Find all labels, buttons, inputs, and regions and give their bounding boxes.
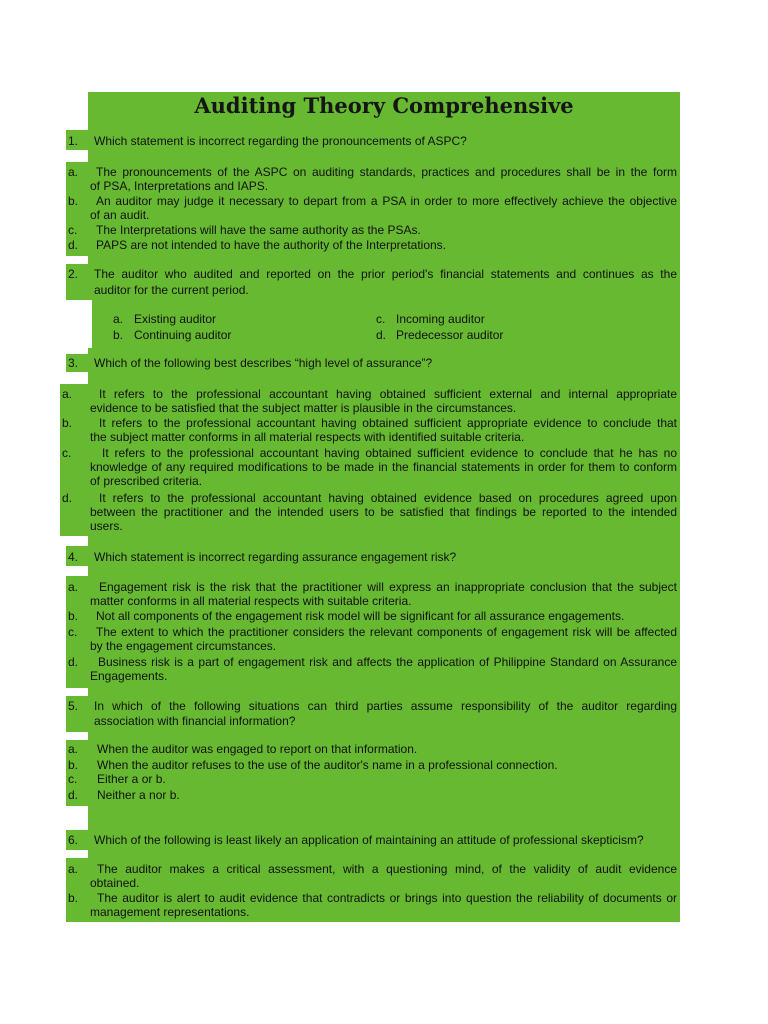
choice-text: between the practitioner and the intended users to be satisfied that findings be reported to the intended <box>90 505 677 519</box>
choice-text: It refers to the professional accountant having obtained sufficient appropriate evidence to conclude that <box>99 416 677 430</box>
choice-letter: b. <box>68 891 79 905</box>
choice-text: Engagements. <box>90 669 168 683</box>
highlight-q5-gap2 <box>88 732 680 740</box>
choice-text: Predecessor auditor <box>396 328 504 342</box>
highlight-q1-gap2 <box>88 256 680 264</box>
highlight-q4-gap2 <box>88 566 680 576</box>
question-number: 3. <box>68 356 79 370</box>
choice-text: Neither a nor b. <box>97 788 180 802</box>
choice-text: Incoming auditor <box>396 312 485 326</box>
choice-text: The Interpretations will have the same authority as the PSAs. <box>96 223 421 237</box>
choice-letter: a. <box>68 862 79 876</box>
choice-text: the subject matter conforms in all material respects with identified suitable criteria. <box>90 430 525 444</box>
question-number: 6. <box>68 833 79 847</box>
choice-text: by the engagement circumstances. <box>90 639 277 653</box>
choice-letter: a. <box>68 580 79 594</box>
question-text: The auditor who audited and reported on the prior period's financial statements and continues as the <box>94 267 677 281</box>
choice-text: When the auditor was engaged to report on that information. <box>97 742 418 756</box>
question-text: auditor for the current period. <box>94 283 249 297</box>
choice-text: Engagement risk is the risk that the practitioner will express an inappropriate conclusion that the subject <box>99 580 677 594</box>
question-text: Which statement is incorrect regarding the pronouncements of ASPC? <box>94 134 467 148</box>
choice-letter: b. <box>62 416 73 430</box>
choice-text: The auditor is alert to audit evidence that contradicts or brings into question the reliability of documents or <box>97 891 677 905</box>
choice-text: Continuing auditor <box>134 328 232 342</box>
choice-text: An auditor may judge it necessary to depart from a PSA in order to more effectively achieve the objective <box>96 194 677 208</box>
choice-letter: b. <box>68 758 79 772</box>
highlight-q6-gap2 <box>88 850 680 858</box>
choice-text: Either a or b. <box>97 772 166 786</box>
choice-text: of an audit. <box>90 208 150 222</box>
choice-text: evidence to be satisfied that the subject matter is plausible in the circumstances. <box>90 401 517 415</box>
choice-letter: a. <box>62 387 73 401</box>
page-title: Auditing Theory Comprehensive <box>194 93 574 118</box>
choice-letter: d. <box>68 788 79 802</box>
choice-text: knowledge of any required modifications to be made in the financial statements in order for them to conform <box>90 460 677 474</box>
choice-text: of prescribed criteria. <box>90 474 203 488</box>
question-number: 1. <box>68 134 79 148</box>
choice-text: The auditor makes a critical assessment, with a questioning mind, of the validity of audit evidence <box>97 862 677 876</box>
choice-letter: d. <box>68 238 79 252</box>
choice-letter: a. <box>68 742 79 756</box>
choice-letter: c. <box>376 312 386 326</box>
highlight-q5-gap <box>88 688 680 696</box>
choice-letter: b. <box>113 328 124 342</box>
choice-text: Existing auditor <box>134 312 217 326</box>
choice-letter: a. <box>68 165 79 179</box>
choice-text: matter conforms in all material respects with suitable criteria. <box>90 594 412 608</box>
question-text: association with financial information? <box>94 714 296 728</box>
choice-text: The pronouncements of the ASPC on auditing standards, practices and procedures shall be in the form <box>96 165 677 179</box>
highlight-q3-gap2 <box>88 372 680 384</box>
choice-letter: d. <box>68 655 79 669</box>
choice-letter: c. <box>62 446 72 460</box>
question-text: In which of the following situations can third parties assume responsibility of the auditor regarding <box>94 699 677 713</box>
highlight-q6-gap <box>88 806 680 830</box>
choice-text: When the auditor refuses to the use of the auditor's name in a professional connection. <box>97 758 558 772</box>
choice-letter: a. <box>113 312 124 326</box>
choice-letter: d. <box>62 491 73 505</box>
choice-letter: b. <box>68 609 79 623</box>
question-text: Which statement is incorrect regarding assurance engagement risk? <box>94 550 457 564</box>
highlight-q4-gap <box>88 536 680 546</box>
choice-letter: c. <box>68 625 78 639</box>
choice-text: obtained. <box>90 876 140 890</box>
choice-letter: d. <box>376 328 387 342</box>
question-number: 2. <box>68 267 79 281</box>
choice-text: It refers to the professional accountant having obtained evidence based on procedures agreed upon <box>99 491 677 505</box>
choice-text: of PSA, Interpretations and IAPS. <box>90 179 269 193</box>
choice-text: It refers to the professional accountant having obtained sufficient evidence to conclude that he has no <box>102 446 677 460</box>
choice-text: Business risk is a part of engagement risk and affects the application of Philippine Standard on Assurance <box>98 655 677 669</box>
choice-letter: c. <box>68 772 78 786</box>
question-number: 4. <box>68 550 79 564</box>
question-number: 5. <box>68 699 79 713</box>
choice-text: PAPS are not intended to have the authority of the Interpretations. <box>96 238 447 252</box>
choice-letter: c. <box>68 223 78 237</box>
choice-text: It refers to the professional accountant having obtained sufficient external and internal appropriate <box>99 387 677 401</box>
highlight-q1-gap <box>88 150 680 162</box>
choice-text: The extent to which the practitioner considers the relevant components of engagement risk will be affected <box>96 625 677 639</box>
choice-text: users. <box>90 519 123 533</box>
choice-text: Not all components of the engagement risk model will be significant for all assurance engagements. <box>96 609 625 623</box>
choice-letter: b. <box>68 194 79 208</box>
question-text: Which of the following best describes “high level of assurance”? <box>94 356 433 370</box>
question-text: Which of the following is least likely an application of maintaining an attitude of professional skepticism? <box>94 833 644 847</box>
choice-text: management representations. <box>90 905 250 919</box>
